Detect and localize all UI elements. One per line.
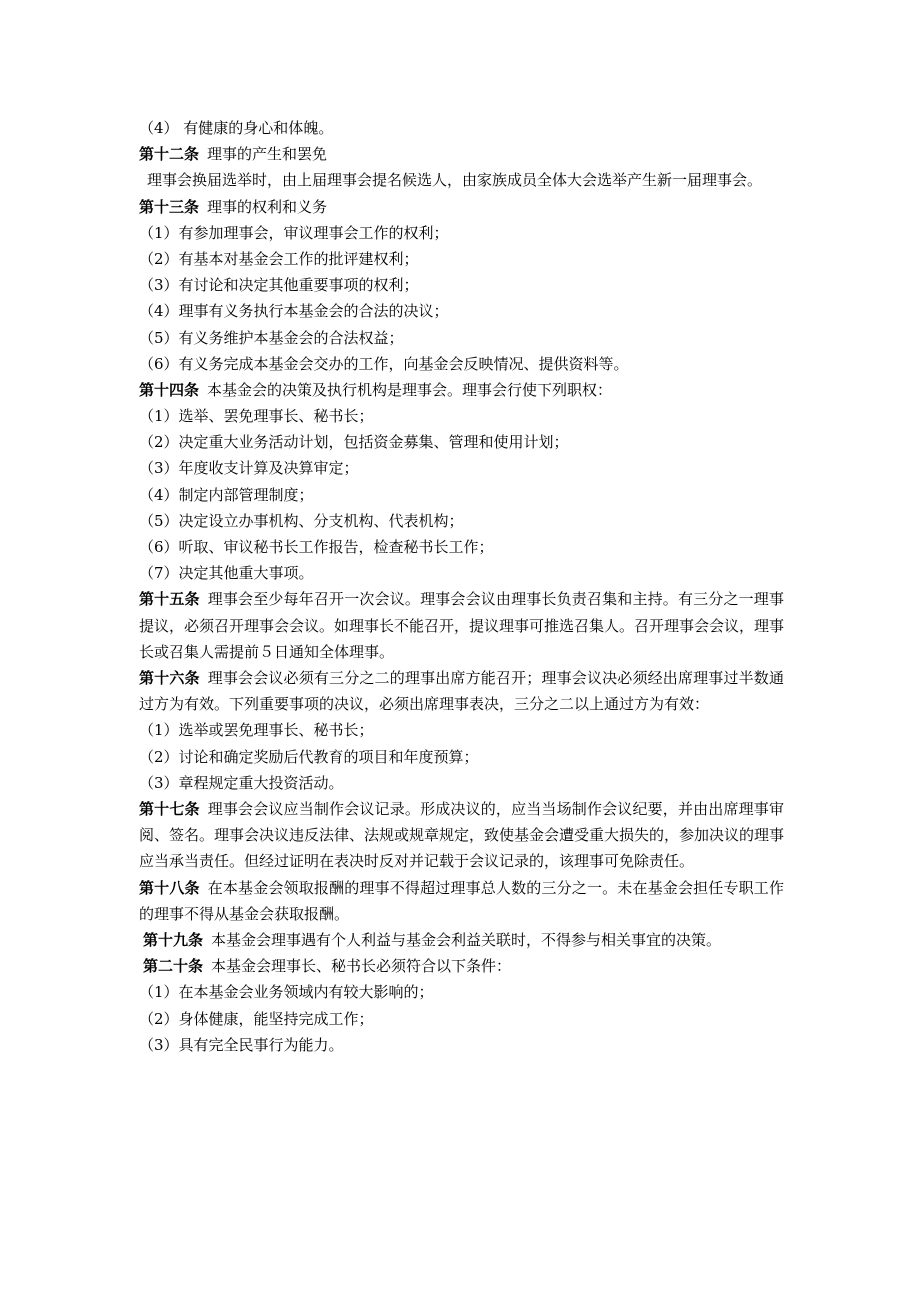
- article-text: 理事会会议应当制作会议记录。形成决议的，应当当场制作会议纪要，并由出席理事审阅、签名。理事会决议违反法律、法规或规章规定，致使基金会遭受重大损失的，参加决议的理事应当承当责任。但经过证明在表决时反对并记载于会议记录的，该理事可免除责任。: [139, 799, 785, 871]
- list-item: （4） 有健康的身心和体魄。: [139, 119, 334, 137]
- article-19-heading: [139, 927, 784, 953]
- list-item: （5）决定设立办事机构、分支机构、代表机构；: [139, 511, 464, 530]
- list-item: （3）年度收支计算及决算审定；: [139, 459, 359, 478]
- list-item: （2）决定重大业务活动计划，包括资金募集、管理和使用计划；: [139, 433, 569, 452]
- list-item: （4）理事有义务执行本基金会的合法的决议；: [139, 302, 449, 321]
- list-item: （3）章程规定重大投资活动。: [139, 773, 344, 792]
- list-item: （1）有参加理事会，审议理事会工作的权利；: [139, 223, 449, 242]
- article-number: 第十四条: [139, 380, 200, 399]
- list-item: （2）讨论和确定奖励后代教育的项目和年度预算；: [139, 747, 479, 766]
- paragraph: 理事会换届选举时，由上届理事会提名候选人，由家族成员全体大会选举产生新一届理事会。: [147, 171, 763, 190]
- list-item: （1）选举、罢免理事长、秘书长；: [139, 407, 374, 426]
- article-text: 理事的产生和罢免: [207, 145, 328, 164]
- article-text: 本基金会理事长、秘书长必须符合以下条件：: [211, 957, 512, 976]
- article-16-paragraph: [139, 665, 784, 717]
- article-number: 第十三条: [139, 197, 200, 216]
- list-item: （3）有讨论和决定其他重要事项的权利；: [139, 276, 419, 295]
- article-number: 第十六条: [139, 669, 200, 687]
- article-number: 第十八条: [139, 878, 200, 897]
- article-number: 第十五条: [139, 590, 200, 609]
- article-15-paragraph: [139, 586, 784, 665]
- article-number: 第二十条: [143, 957, 204, 976]
- list-item: （3）具有完全民事行为能力。: [139, 1035, 344, 1054]
- list-item: （4）制定内部管理制度；: [139, 485, 314, 504]
- article-text: 在本基金会领取报酬的理事不得超过理事总人数的三分之一。未在基金会担任专职工作的理事不得从基金会获取报酬。: [139, 878, 784, 923]
- article-18-paragraph: [139, 875, 784, 927]
- list-item: （5）有义务维护本基金会的合法权益；: [139, 328, 404, 347]
- list-item: （1）选举或罢免理事长、秘书长；: [139, 721, 374, 740]
- list-item: （1）在本基金会业务领域内有较大影响的；: [139, 983, 434, 1002]
- list-item: （2）身体健康，能坚持完成工作；: [139, 1009, 374, 1028]
- document-body: [139, 115, 784, 1058]
- list-item: （6）听取、审议秘书长工作报告，检查秘书长工作；: [139, 538, 494, 557]
- article-17-paragraph: [139, 796, 784, 875]
- list-item: （6）有义务完成本基金会交办的工作，向基金会反映情况、提供资料等。: [139, 354, 629, 373]
- article-text: 理事的权利和义务: [207, 197, 328, 216]
- article-14-heading: [139, 377, 784, 403]
- article-text: 本基金会的决策及执行机构是理事会。理事会行使下列职权：: [207, 380, 613, 399]
- list-item: （2）有基本对基金会工作的批评建权利；: [139, 249, 419, 268]
- article-12-heading: [139, 141, 784, 167]
- article-text: 理事会至少每年召开一次会议。理事会会议由理事长负责召集和主持。有三分之一理事提议，必须召开理事会会议。如理事长不能召开，提议理事可推选召集人。召开理事会会议，理事长或召集人需提前５日通知全体理事。: [139, 590, 785, 661]
- article-text: 本基金会理事遇有个人利益与基金会利益关联时，不得参与相关事宜的决策。: [211, 930, 722, 949]
- article-number: 第十二条: [139, 145, 200, 164]
- list-item: （7）决定其他重大事项。: [139, 564, 314, 583]
- article-20-heading: [139, 953, 784, 979]
- article-number: 第十九条: [143, 930, 204, 949]
- article-number: 第十七条: [139, 799, 200, 818]
- article-text: 理事会会议必须有三分之二的理事出席方能召开；理事会议决必须经出席理事过半数通过方为有效。下列重要事项的决议，必须出席理事表决，三分之二以上通过方为有效：: [139, 669, 784, 714]
- article-13-heading: [139, 194, 784, 220]
